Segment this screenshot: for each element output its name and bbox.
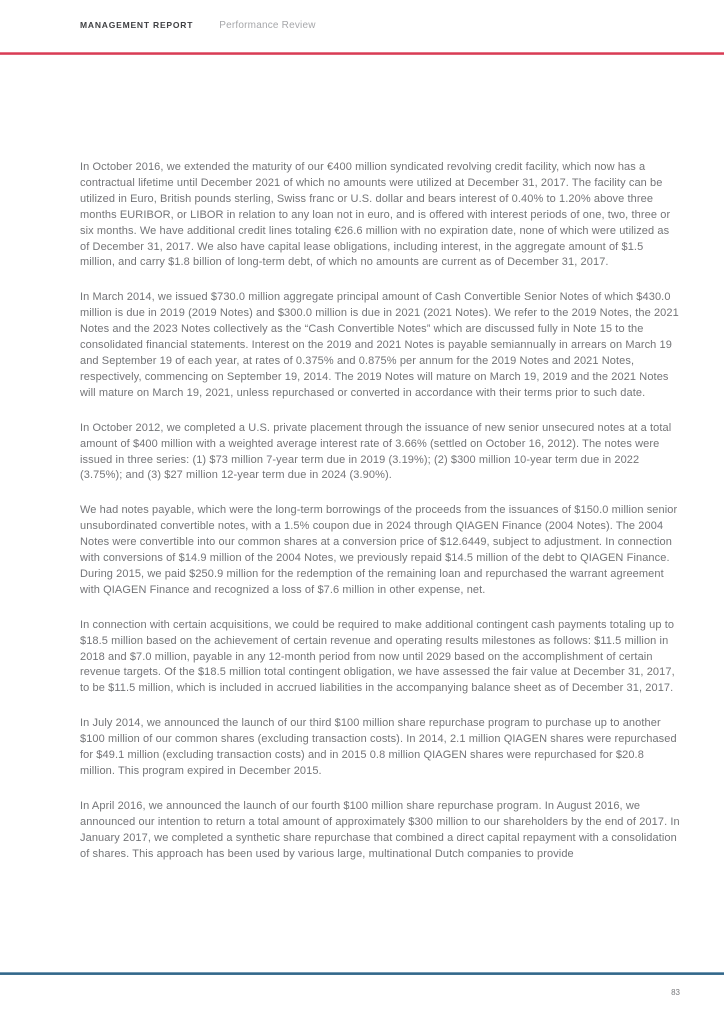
paragraph-contingent-payments: In connection with certain acquisitions, we could be required to make additional contingent cash payments totaling up to $18.5 million based on the achievement of certain revenue and operating results milestones as follows: $11.5 million in 2018 and $7.0 million, payable in any 12-month period from now until 2029 based on the accomplishment of certain revenue targets. Of the $18.5 million total contingent obligation, we have assessed the fair value at December 31, 2017, to be $11.5 million, which is included in accrued liabilities in the accompanying balance sheet as of December 31, 2017. — [80, 618, 675, 695]
paragraph-credit-facility: In October 2016, we extended the maturity of our €400 million syndicated revolving credit facility, which now has a contractual lifetime until December 2021 of which no amounts were utilized at December 31, 2017. The facility can be utilized in Euro, British pounds sterling, Swiss franc or U.S. dollar and bears interest of 0.40% to 1.20% above three months EURIBOR, or LIBOR in relation to any loan not in euro, and is offered with interest periods of one, two, three or six months. We have additional credit lines totaling €26.6 million with no expiration date, none of which were utilized as of December 31, 2017. We also have capital lease obligations, including interest, in the aggregate amount of $1.5 million, and carry $1.8 billion of long-term debt, of which no amounts are current as of December 31, 2017. — [80, 161, 671, 269]
page-number: 83 — [671, 988, 680, 997]
page-header — [80, 20, 316, 31]
paragraph-private-placement: In October 2012, we completed a U.S. private placement through the issuance of new senior unsecured notes at a total amount of $400 million with a weighted average interest rate of 3.66% (settled on October 16, 2012). The notes were issued in three series: (1) $73 million 7-year term due in 2019 (3.19%); (2) $300 million 10-year term due in 2022 (3.75%); and (3) $27 million 12-year term due in 2024 (3.90%). — [80, 421, 672, 482]
paragraph-notes-payable: We had notes payable, which were the long-term borrowings of the proceeds from the issuances of $150.0 million senior unsubordinated convertible notes, with a 1.5% coupon due in 2024 through QIAGEN Finance (2004 Notes). The 2004 Notes were convertible into our common shares at a conversion price of $12.6449, subject to adjustment. In connection with conversions of $14.9 million of the 2004 Notes, we previously repaid $14.5 million of the debt to QIAGEN Finance. During 2015, we paid $250.9 million for the redemption of the remaining loan and repurchased the warrant agreement with QIAGEN Finance and recognized a loss of $7.6 million in other expense, net. — [80, 504, 678, 596]
paragraph-third-repurchase-program: In July 2014, we announced the launch of our third $100 million share repurchase program to purchase up to another $100 million of our common shares (excluding transaction costs). In 2014, 2.1 million QIAGEN shares were repurchased for $49.1 million (excluding transaction costs) and in 2015 0.8 million QIAGEN shares were repurchased for $20.8 million. This program expired in December 2015. — [80, 717, 677, 777]
header-rule — [0, 52, 724, 55]
body-content — [80, 160, 680, 882]
paragraph-convertible-notes: In March 2014, we issued $730.0 million aggregate principal amount of Cash Convertible Senior Notes of which $430.0 million is due in 2019 (2019 Notes) and $300.0 million is due in 2021 (2021 Notes). We refer to the 2019 Notes, the 2021 Notes and the 2023 Notes collectively as the “Cash Convertible Notes” which are discussed fully in Note 15 to the consolidated financial statements. Interest on the 2019 and 2021 Notes is payable semiannually in arrears on March 19 and September 19 of each year, at rates of 0.375% and 0.875% per annum for the 2019 Notes and 2021 Notes, respectively, commencing on September 19, 2014. The 2019 Notes will mature on March 19, 2019 and the 2021 Notes will mature on March 19, 2021, unless repurchased or converted in accordance with their terms prior to such date. — [80, 291, 679, 399]
header-section-title: MANAGEMENT REPORT — [80, 20, 194, 30]
header-subsection-title: Performance Review — [219, 20, 316, 31]
paragraph-fourth-repurchase-program: In April 2016, we announced the launch of our fourth $100 million share repurchase program. In August 2016, we announced our intention to return a total amount of approximately $300 million to our shareholders by the end of 2017. In January 2017, we completed a synthetic share repurchase that combined a direct capital repayment with a consolidation of shares. This approach has been used by various large, multinational Dutch companies to provide — [80, 799, 680, 860]
footer-rule — [0, 972, 724, 975]
